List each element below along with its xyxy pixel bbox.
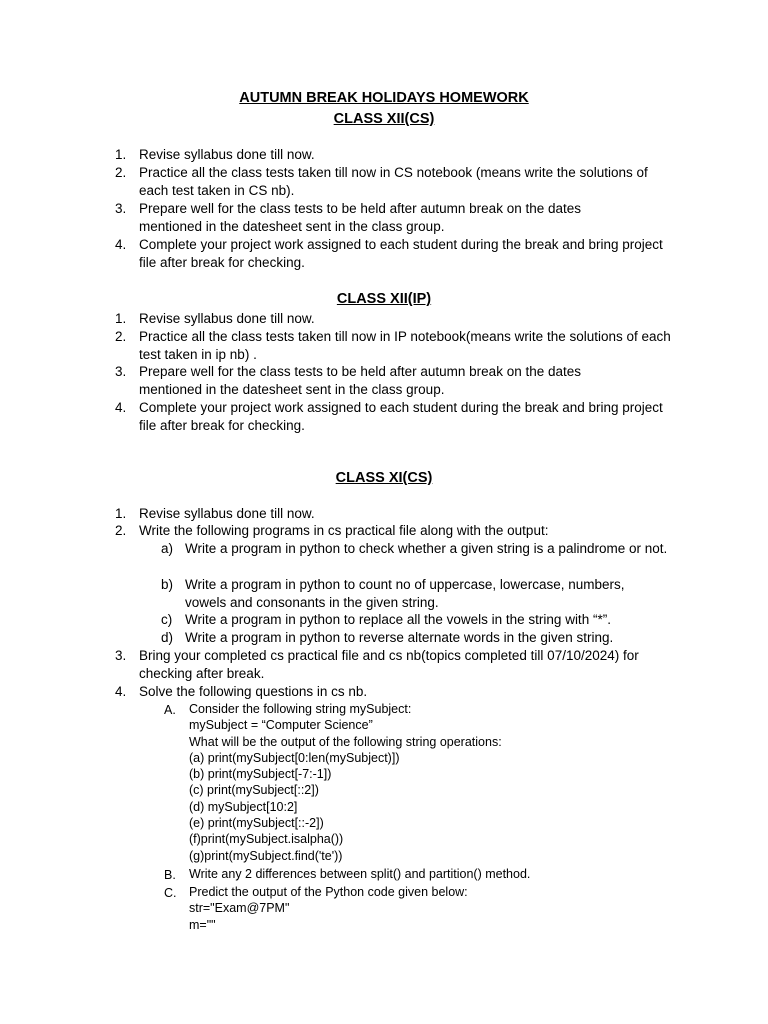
list-item-text: Write the following programs in cs practical file along with the output:	[139, 523, 549, 538]
list-item-number: 2.	[115, 329, 127, 344]
question-line: (c) print(mySubject[::2])	[189, 783, 319, 798]
list-item-text: Solve the following questions in cs nb.	[139, 684, 368, 699]
question-text	[189, 701, 669, 864]
question-letter: A.	[164, 703, 176, 717]
list-item-text: Prepare well for the class tests to be held after autumn break on the dates mentioned in the datesheet sent in the class group.	[139, 364, 581, 397]
list-item-text: Bring your completed cs practical file and cs nb(topics completed till 07/10/2024) for checking after break.	[139, 648, 639, 681]
program-text: Write a program in python to check whether a given string is a palindrome or not.	[185, 541, 668, 556]
question-line: Consider the following string mySubject:	[189, 702, 412, 716]
list-item-number: 1.	[115, 506, 127, 521]
list-item-text: Revise syllabus done till now.	[139, 311, 315, 326]
class-xii-ip-heading: CLASS XII(IP)	[336, 291, 432, 307]
question-letter: B.	[164, 868, 176, 882]
list-item-text: Prepare well for the class tests to be held after autumn break on the dates mentioned in the datesheet sent in the class group.	[139, 201, 581, 234]
question-line: (e) print(mySubject[::-2])	[189, 816, 324, 831]
question-line: (g)print(mySubject.find('te'))	[189, 848, 343, 863]
question-line: m=""	[189, 917, 216, 932]
class-xii-cs-heading: CLASS XII(CS)	[333, 111, 435, 127]
question-text	[189, 884, 669, 933]
list-item-number: 4.	[115, 400, 127, 415]
list-item-number: 4.	[115, 684, 127, 699]
question-line: (f)print(mySubject.isalpha())	[189, 832, 344, 847]
document-title: AUTUMN BREAK HOLIDAYS HOMEWORK	[239, 90, 529, 106]
list-item-number: 2.	[115, 523, 127, 538]
list-item-text: Revise syllabus done till now.	[139, 147, 315, 162]
list-item-number: 3.	[115, 364, 127, 379]
program-letter: d)	[161, 630, 174, 645]
question-line: What will be the output of the following string operations:	[189, 734, 502, 749]
program-text: Write a program in python to reverse alternate words in the given string.	[185, 630, 614, 645]
list-item-text: Practice all the class tests taken till now in IP notebook(means write the solutions of each test taken in ip nb) .	[139, 329, 671, 362]
program-letter: c)	[161, 612, 173, 627]
question-line: (a) print(mySubject[0:len(mySubject)])	[189, 750, 400, 765]
list-item-text: Revise syllabus done till now.	[139, 506, 315, 521]
program-text: Write a program in python to replace all the vowels in the string with “*”.	[185, 612, 611, 627]
list-item-text: Complete your project work assigned to each student during the break and bring project file after break for checking.	[139, 400, 663, 433]
class-xi-cs-heading: CLASS XI(CS)	[335, 470, 433, 486]
question-line: (b) print(mySubject[-7:-1])	[189, 767, 332, 782]
list-item-text: Complete your project work assigned to each student during the break and bring project file after break for checking.	[139, 237, 663, 270]
list-item-number: 1.	[115, 311, 127, 326]
list-item-text: Practice all the class tests taken till now in CS notebook (means write the solutions of each test taken in CS nb).	[139, 165, 648, 198]
question-letter: C.	[164, 886, 177, 900]
question-line: (d) mySubject[10:2]	[189, 799, 298, 814]
list-item-number: 3.	[115, 201, 127, 216]
question-line: str="Exam@7PM"	[189, 901, 290, 916]
question-line: mySubject = “Computer Science”	[189, 718, 373, 733]
list-item-number: 3.	[115, 648, 127, 663]
list-item-number: 2.	[115, 165, 127, 180]
program-letter: b)	[161, 577, 174, 592]
question-text: Write any 2 differences between split() and partition() method.	[189, 867, 531, 881]
list-item-number: 1.	[115, 147, 127, 162]
question-line: Predict the output of the Python code given below:	[189, 885, 468, 899]
program-letter: a)	[161, 541, 174, 556]
list-item-number: 4.	[115, 237, 127, 252]
program-text: Write a program in python to count no of uppercase, lowercase, numbers, vowels and consonants in the given string.	[185, 577, 625, 610]
